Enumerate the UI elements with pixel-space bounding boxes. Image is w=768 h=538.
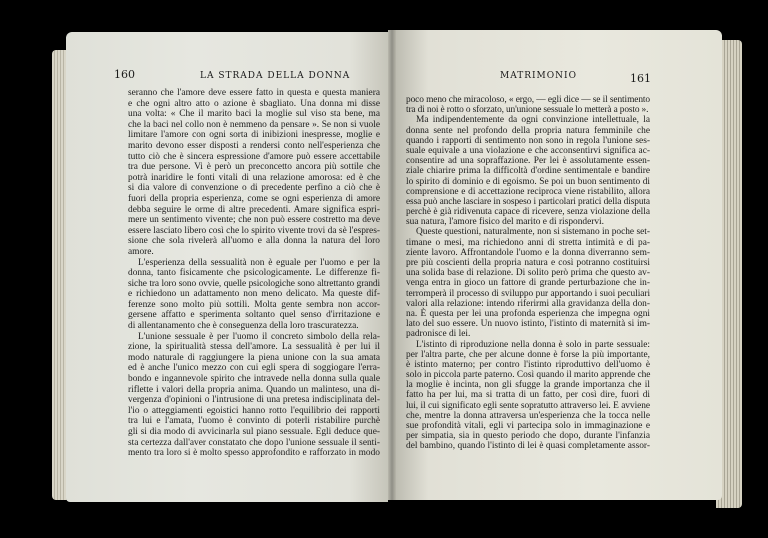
text-line: ziale chiarire prima la difficoltà d'ordine sentimentale e bandire xyxy=(406,166,650,177)
text-line: poco meno che miracoloso, « ergo, — egli dice — se il sentimento xyxy=(406,95,650,105)
text-line: L'unione sessuale è per l'uomo il concreto simbolo della rela- xyxy=(138,331,380,342)
text-line: pre più coscienti della propria natura e così potranno costituirsi xyxy=(406,258,650,268)
text-line: e che ogni altro atto o azione è sbagliato. Una donna mi disse xyxy=(128,98,380,109)
text-line: seranno che l'amore deve essere fatto in questa e questa maniera xyxy=(128,88,380,98)
text-line: per simpatia, sia in questo periodo che dopo, durante l'infanzia xyxy=(406,431,650,442)
text-line: modo naturale di raggiungere la piena unione con la sua amata xyxy=(128,352,380,363)
text-line: marito devono esser disposti a rendersi conto nell'esperienza che xyxy=(128,140,380,151)
text-line: zione, la spiritualità stessa dell'amore. La sessualità è per lui il xyxy=(128,342,380,353)
text-line: donna, tanto fisicamente che psicologicamente. Le differenze fi- xyxy=(128,268,380,279)
text-line: solo in piccola parte paterno. Così quando il marito apprende che xyxy=(406,370,651,381)
right-page-body xyxy=(406,95,650,452)
text-line: mento tra loro si è molto spesso approfondito e rafforzato in modo xyxy=(128,448,380,459)
text-line: ferenze sono molto più sottili. Molta gente sembra non accor- xyxy=(128,299,380,310)
text-line: la moglie è incinta, non gli sfugge la grande importanza che il xyxy=(406,380,650,391)
text-line: padronisce di lei. xyxy=(406,329,471,340)
text-line: sue profondità vitali, egli vi partecipa solo in immaginazione e xyxy=(406,421,650,431)
text-line: per l'altra parte, che per alcune donne è forse la più importante, xyxy=(406,349,650,360)
running-head-left: LA STRADA DELLA DONNA xyxy=(200,71,351,81)
text-line: quando i rapporti di sentimento non sono in regola l'unione ses- xyxy=(406,135,650,146)
page-number-left: 160 xyxy=(114,68,135,81)
text-line: fuori della propria esperienza, come se ogni esperienza di amore xyxy=(128,193,380,204)
text-line: suale equivale a una violazione e che acconsentirvi significa ac- xyxy=(406,145,650,156)
left-page-body xyxy=(128,88,380,459)
text-line: essa può anche lasciare in sospeso i particolari pratici della disputa xyxy=(406,196,650,207)
text-line: gli si dia modo di avvicinarla sul piano sessuale. Egli deduce que- xyxy=(128,427,380,437)
text-line: che, mentre la donna attraversa un'esperienza che la tocca nelle xyxy=(406,410,650,421)
text-line: ziente lavoro. Affrontandole l'uomo e la donna diverranno sem- xyxy=(406,247,650,258)
text-line: del bambino, quando l'istinto di lei è quasi completamente assor- xyxy=(406,441,650,452)
text-line: L'istinto di riproduzione nella donna è solo in parte sessuale: xyxy=(416,339,650,350)
text-line: terromperà il processo di sviluppo pur apportando i suoi peculiari xyxy=(406,288,650,299)
text-line: L'esperienza della sessualità non è eguale per l'uomo e per la xyxy=(138,257,380,268)
text-line: timane o mesi, ma richiedono anni di stretta intimità e di pa- xyxy=(406,237,650,248)
text-line: mere un sentimento vivente; che non può essere costretto ma deve xyxy=(128,215,380,226)
text-line: na. È questa per lei una profonda esperienza che impegna ogni xyxy=(406,308,650,319)
running-head-right: MATRIMONIO xyxy=(500,71,577,81)
text-line: tra di noi è rotto o sforzato, un'unione sessuale lo metterà a posto ». xyxy=(406,105,649,116)
text-line: tra due persone. Vi è però un preconcetto ancora più sottile che xyxy=(128,162,380,173)
book-gutter xyxy=(388,30,396,500)
text-line: sta certezza dall'aver constatato che dopo l'unione sessuale il senti- xyxy=(128,437,380,448)
text-line: consentire ad una sopraffazione. Per lei è assolutamente essen- xyxy=(406,156,650,167)
text-line: una solida base di relazione. Di solito però prima che questo av- xyxy=(406,268,650,279)
text-line: donna sente nel profondo della propria natura femminile che xyxy=(406,125,650,136)
text-line: Queste questioni, naturalmente, non si sistemano in poche set- xyxy=(416,227,650,238)
text-line: è istinto materno; per contro l'istinto riproduttivo dell'uomo è xyxy=(406,359,650,370)
page-number-right: 161 xyxy=(630,72,651,85)
text-line: sua natura, l'amore fisico del marito e di rispondervi. xyxy=(406,217,604,228)
text-line: ed è anche l'unico mezzo con cui egli spera di soggiogare l'erra- xyxy=(128,363,380,374)
text-line: l'io o atteggiamenti egoistici hanno rotto l'equilibrio dei rapporti xyxy=(128,405,380,416)
text-line: valori alla relazione: intendo riferirmi alla gravidanza della don- xyxy=(406,298,650,309)
text-line: di allentanamento che è conseguenza della loro trascuratezza. xyxy=(128,321,359,332)
text-line: amore. xyxy=(128,246,154,257)
text-line: siche tra loro sono ovvie, quelle psicologiche sono altrettanto grandi xyxy=(128,278,380,289)
text-line: limitare l'amore con ogni sorta di inibizioni inespresse, moglie e xyxy=(128,130,380,141)
text-line: essere lasciato libero così che lo spirito vivente trovi da sè l'espres- xyxy=(128,225,380,236)
text-line: si dia valore di convenzione o di precedente perfino a ciò che è xyxy=(128,183,380,194)
text-line: potrà inaridire le fonti vitali di una relazione amorosa: ed è che xyxy=(128,172,380,183)
text-line: vergenza d'opinioni o l'intrusione di una pretesa indisciplinata del- xyxy=(128,395,380,406)
text-line: sione che sola rivelerà all'uomo e alla donna la natura del loro xyxy=(128,236,380,247)
text-line: riflette i valori della propria anima. Quando un malinteso, una di- xyxy=(128,384,380,395)
text-line: una volta: « Che il marito baci la moglie sul viso sta bene, ma xyxy=(128,109,380,120)
text-line: e richiedono un adattamento non meno delicato. Ma queste dif- xyxy=(128,289,380,300)
text-line: lui, il cui significato egli sente sopratutto attraverso lei. E avviene xyxy=(406,400,650,411)
text-line: che la baci nel collo non è nemmeno da pensare ». Se non si vuole xyxy=(128,119,380,130)
text-line: debba seguire le orme di altre precedenti. Amare significa espri- xyxy=(128,204,380,215)
text-line: tra lui e l'amata, l'uomo è convinto di poterli ristabilire purchè xyxy=(128,416,380,427)
text-line: fatto ha per lui, ma si tratta di un fatto, per così dire, fuori di xyxy=(406,390,650,401)
text-line: lato del suo essere. Un nuovo istinto, l'istinto di maternità si im- xyxy=(406,319,650,330)
text-line: gersene affatto e sperimenta soltanto quel senso d'irritazione e xyxy=(128,310,380,321)
text-line: tutto ciò che è sincera espressione d'amore può essere accettabile xyxy=(128,151,380,162)
text-line: venga entra in gioco un fattore di grande perturbazione che in- xyxy=(406,278,650,289)
text-line: bondo e ingannevole spirito che intravede nella donna sulla quale xyxy=(128,374,380,385)
text-line: lo spirito di dominio e di egoismo. Se poi un buon sentimento di xyxy=(406,176,650,187)
text-line: perchè è già ridivenuta capace di ricevere, senza violazione della xyxy=(406,207,650,218)
text-line: Ma indipendentemente da ogni convinzione intellettuale, la xyxy=(416,115,650,126)
text-line: comprensione e di accettazione reciproca viene ristabilito, allora xyxy=(406,186,650,197)
